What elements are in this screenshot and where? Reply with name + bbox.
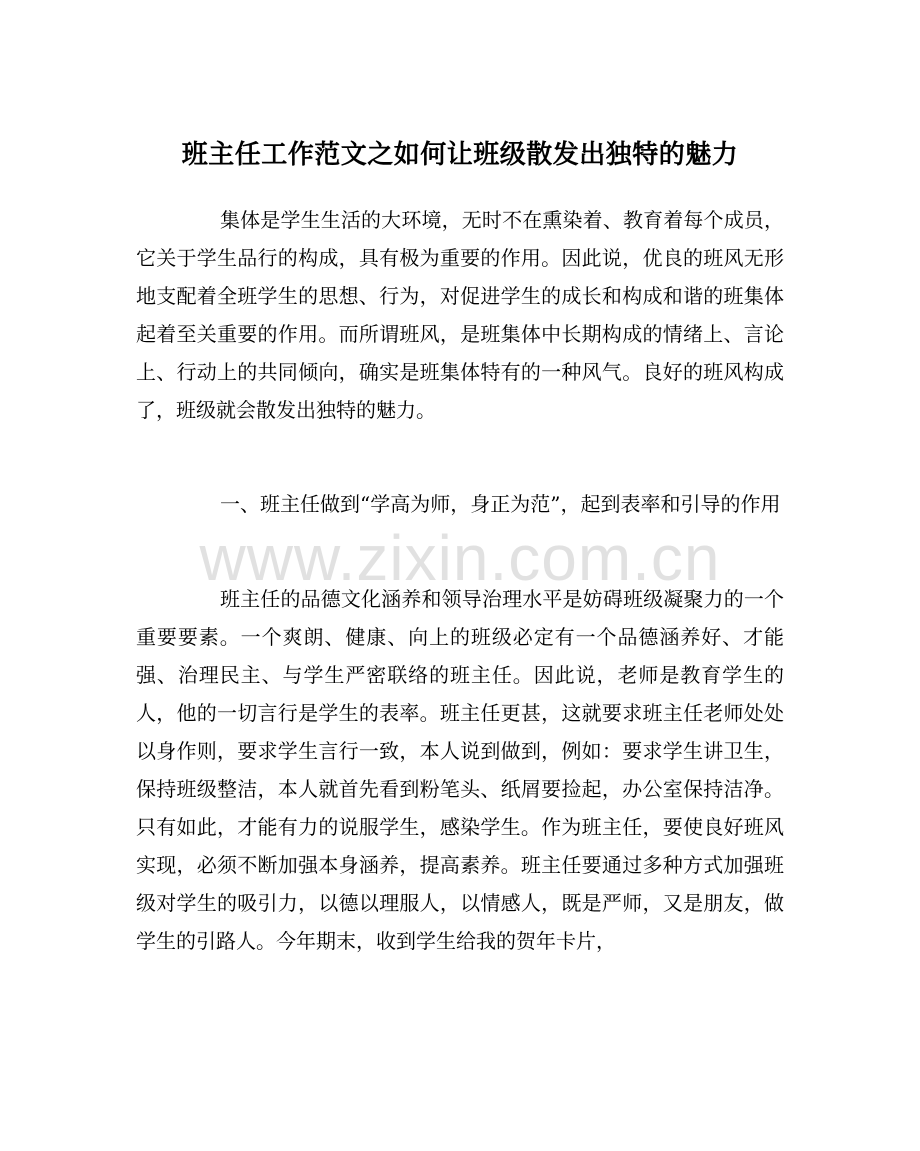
body-paragraph-2: 班主任的品德文化涵养和领导治理水平是妨碍班级凝聚力的一个重要要素。一个爽朗、健康、向上的班级必定有一个品德涵养好、才能强、治理民主、与学生严密联络的班主任。因此说，老师是教育学生的人，他的一切言行是学生的表率。班主任更甚，这就要求班主任老师处处以身作则，要求学生言行一致，本人说到做到，例如：要求学生讲卫生，保持班级整洁，本人就首先看到粉笔头、纸屑要捡起，办公室保持洁净。只有如此，才能有力的说服学生，感染学生。作为班主任，要使良好班风实现，必须不断加强本身涵养，提高素养。班主任要通过多种方式加强班级对学生的吸引力，以德以理服人，以情感人，既是严师，又是朋友，做学生的引路人。今年期末，收到学生给我的贺年卡片， — [136, 587, 784, 953]
watermark: www.zixin.com.cn — [199, 522, 721, 594]
section-heading-1: 一、班主任做到“学高为师，身正为范”，起到表率和引导的作用 — [220, 492, 781, 516]
document-title: 班主任工作范文之如何让班级散发出独特的魅力 — [181, 140, 739, 171]
body-paragraph-1: 集体是学生生活的大环境，无时不在熏染着、教育着每个成员，它关于学生品行的构成，具有极为重要的作用。因此说，优良的班风无形地支配着全班学生的思想、行为，对促进学生的成长和构成和谐的班集体起着至关重要的作用。而所谓班风，是班集体中长期构成的情绪上、言论上、行动上的共同倾向，确实是班集体特有的一种风气。良好的班风构成了，班级就会散发出独特的魅力。 — [136, 208, 784, 422]
